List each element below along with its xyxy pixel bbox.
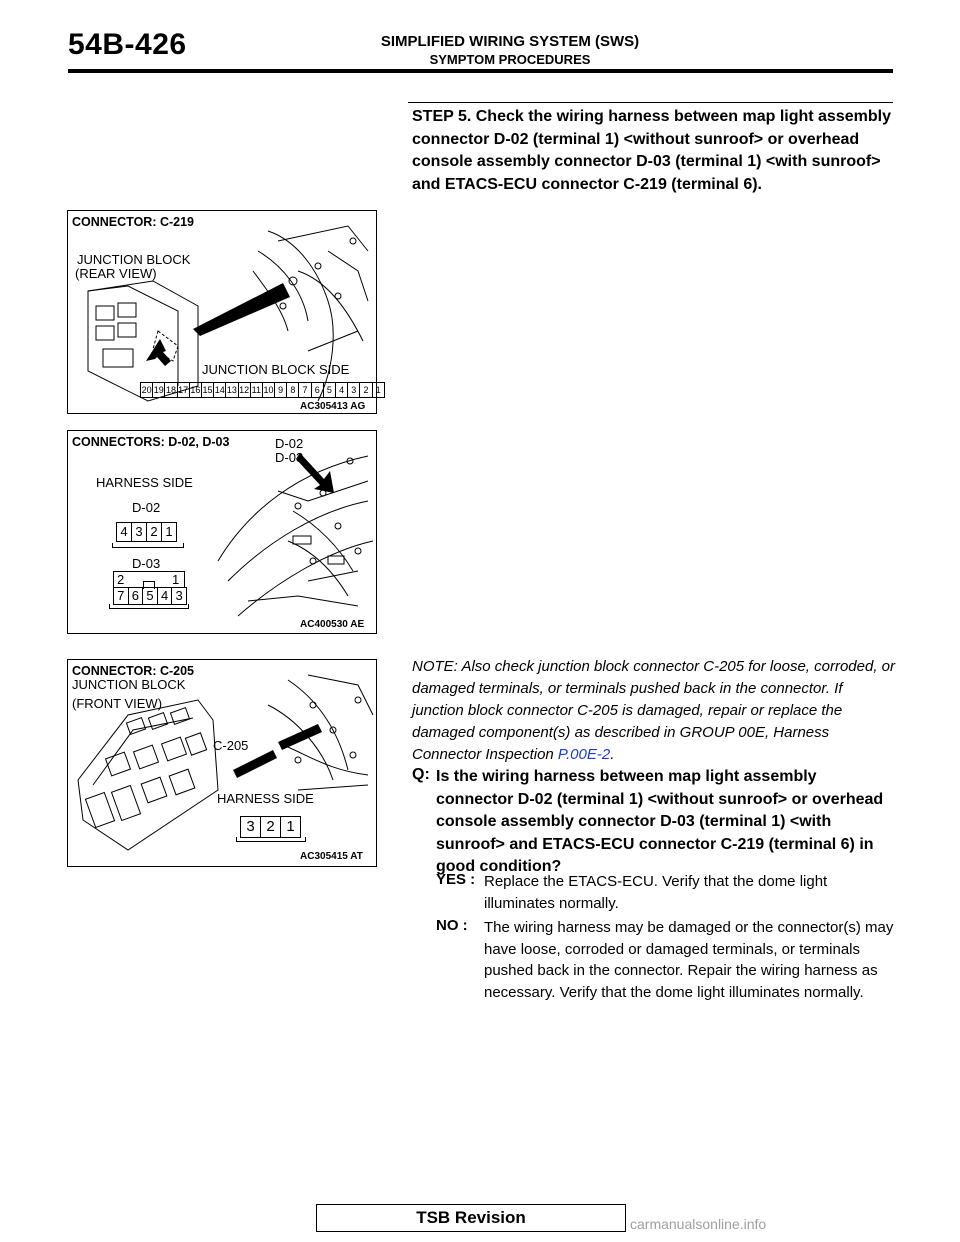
d02d03-code: AC400530 AE [300,619,365,630]
answer-no-text: The wiring harness may be damaged or the connector(s) may have loose, corroded or damaged terminals, or terminals pushed back in the connector. Repair the wiring harness as necessary. Verify that the dome light illuminates normally. [484,919,894,1001]
figure-connector-c219 [67,210,381,414]
c205-label-view: (FRONT VIEW) [72,696,163,711]
c219-pins-pin: 19 [153,385,164,395]
step-rule [408,102,893,103]
c219-pins-pin: 9 [274,383,286,397]
d02-pins-pin: 4 [120,524,128,539]
answer-yes-text: Replace the ETACS-ECU. Verify that the dome light illuminates normally. [484,873,828,912]
d02-base [112,543,184,548]
c219-pins-pin: 14 [214,385,225,395]
c219-pins-pin: 4 [335,383,347,397]
c219-pins-pin: 13 [226,385,237,395]
c219-pins-pin: 6 [311,383,323,397]
c219-label-side: JUNCTION BLOCK SIDE [202,362,350,377]
c205-label-block: JUNCTION BLOCK [72,677,186,692]
c219-pins-pin: 12 [239,385,250,395]
c219-pins-pin: 10 [263,385,274,395]
note-link[interactable]: P.00E-2 [557,746,611,763]
d03-pin-2: 2 [117,572,125,587]
c219-pins-pin: 8 [286,383,298,397]
c219-label-block: JUNCTION BLOCK [77,252,191,267]
d02-pins-pin: 2 [146,523,161,541]
d02-pins-pin: 3 [131,523,146,541]
c219-pins-pin: 15 [202,385,213,395]
d02-pin-strip [116,522,177,542]
c219-pins-pin: 5 [323,383,335,397]
question-text: Is the wiring harness between map light assembly connector D-02 (terminal 1) <without sunroof> or overhead console assembly connector D-03 (terminal 1) <with sunroof> and ETACS-ECU connector C-219 (terminal 6) in good condition? [436,768,884,875]
tsb-revision: TSB Revision [416,1208,526,1227]
d03-pins-pin: 6 [128,588,143,604]
c219-title: CONNECTOR: C-219 [72,215,195,229]
c219-code: AC305413 AG [300,401,366,412]
section-title: SIMPLIFIED WIRING SYSTEM (SWS) [380,33,640,50]
c205-pins-pin: 3 [246,818,255,835]
d02-label: D-02 [132,500,161,515]
c205-title: CONNECTOR: C-205 [72,664,195,678]
figure-connector-c205 [67,659,377,867]
d02d03-callout-d03: D-03 [275,450,304,465]
c219-pins-pin: 2 [359,383,371,397]
question-label: Q: [412,766,430,783]
answer-yes-label: YES : [436,871,476,888]
d03-top-row [113,571,185,588]
page-number: 54B-426 [68,28,187,61]
d03-pins-pin: 7 [117,588,125,603]
c205-code: AC305415 AT [300,851,363,862]
c205-label-harness: HARNESS SIDE [217,791,314,806]
c205-base [236,837,306,842]
c219-pins-pin: 3 [347,383,359,397]
section-subtitle: SYMPTOM PROCEDURES [429,52,591,67]
note-text: NOTE: Also check junction block connector C-205 for loose, corroded, or damaged terminals, or terminals pushed back in the connector. If junction block connector C-205 is damaged, repair or replace the damaged component(s) as described in GROUP 00E, Harness Connector Inspection [412,658,896,763]
c205-pins-pin: 2 [260,817,280,837]
d02-pins-pin: 1 [161,523,176,541]
c219-pin-strip [140,382,385,398]
d03-label: D-03 [132,556,161,571]
c205-pin-strip [240,816,301,838]
note-end: . [610,746,615,763]
d02d03-callout-d02: D-02 [275,436,304,451]
header-rule [68,69,893,73]
c219-pins-pin: 7 [298,383,310,397]
answer-no-label: NO : [436,917,468,934]
c219-pins-pin: 1 [372,383,384,397]
d02d03-title: CONNECTORS: D-02, D-03 [72,435,230,449]
c219-pins-pin: 20 [141,385,152,395]
d02d03-label-harness: HARNESS SIDE [96,475,193,490]
d03-base [109,604,189,609]
c205-callout: C-205 [213,738,249,753]
c205-pins-pin: 1 [280,817,300,837]
note-paragraph [412,656,897,766]
c219-label-view: (REAR VIEW) [75,266,157,281]
d03-pins-pin: 3 [171,588,186,604]
c219-pins-pin: 17 [178,385,189,395]
watermark: carmanualsonline.info [630,1216,767,1232]
c219-pins-pin: 18 [165,385,176,395]
d03-pins-pin: 4 [157,588,172,604]
figure-connectors-d02-d03 [67,430,377,634]
step-heading: STEP 5. Check the wiring harness between map light assembly connector D-02 (terminal 1) <without sunroof> or overhead console assembly connector D-03 (terminal 1) <with sunroof> and ETACS-ECU connector C-219 (terminal 6). [412,108,891,193]
d03-pin-strip [113,587,187,605]
c219-pins-pin: 11 [251,385,261,395]
d03-pins-pin: 5 [142,588,157,604]
c219-pins-pin: 16 [190,385,201,395]
d03-pin-1: 1 [172,572,180,587]
